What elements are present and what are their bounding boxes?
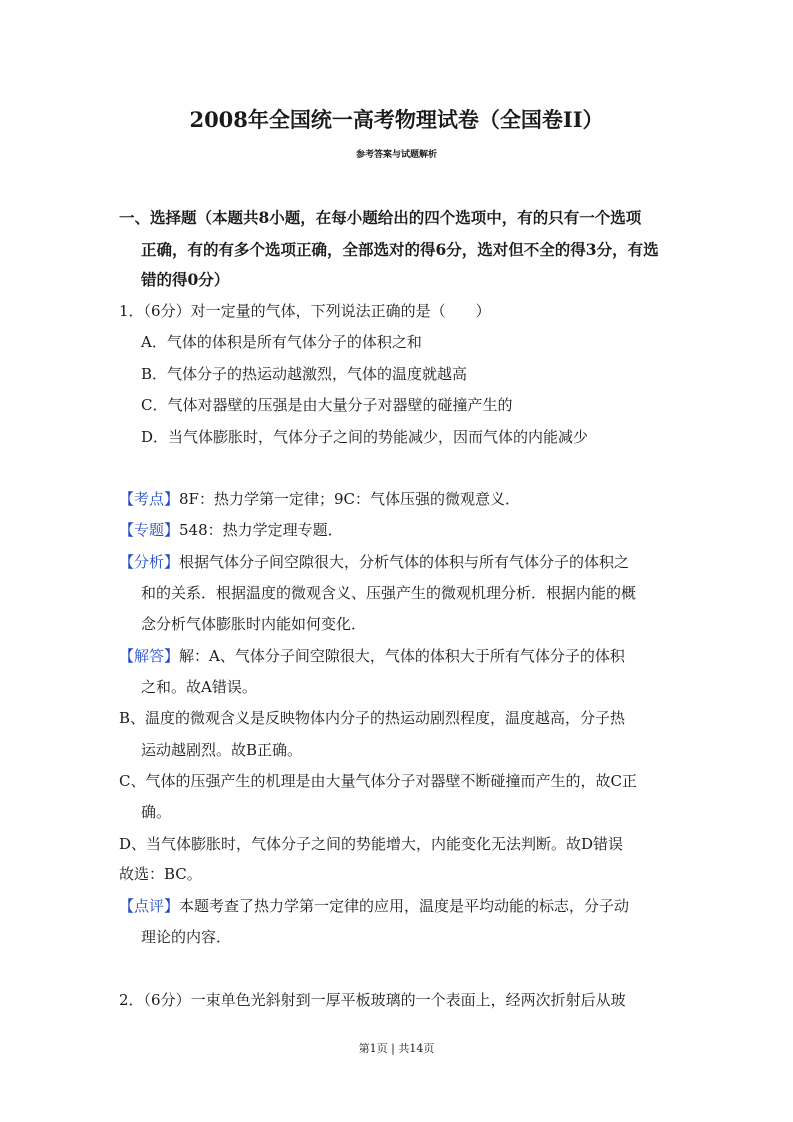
fenxi-line-2: 和的关系．根据温度的微观含义、压强产生的微观机理分析．根据内能的概 — [141, 584, 637, 602]
jieda-row — [119, 645, 625, 666]
question-1-option-b: B．气体分子的热运动越激烈，气体的温度就越高 — [141, 365, 468, 383]
dianping-tag: 【点评】 — [119, 897, 180, 915]
page-subtitle: 参考答案与试题解析 — [355, 150, 437, 160]
dianping-row — [119, 895, 629, 916]
fenxi-row — [119, 551, 629, 572]
fenxi-line-1: 根据气体分子间空隙很大，分析气体的体积与所有气体分子的体积之 — [179, 553, 630, 571]
section-heading-line-3: 错的得0分） — [141, 270, 230, 289]
zhuanti-text: 548：热力学定理专题． — [179, 521, 343, 539]
jieda-tag: 【解答】 — [119, 647, 180, 665]
dianping-line-1: 本题考查了热力学第一定律的应用，温度是平均动能的标志，分子动 — [179, 897, 630, 915]
jieda-line-1: 解：A、气体分子间空隙很大，气体的体积大于所有气体分子的体积 — [179, 647, 625, 665]
question-1-option-a: A．气体的体积是所有气体分子的体积之和 — [141, 333, 422, 351]
kaodian-tag: 【考点】 — [119, 490, 180, 508]
section-heading-line-1: 一、选择题（本题共8小题，在每小题给出的四个选项中，有的只有一个选项 — [119, 208, 642, 227]
fenxi-tag: 【分析】 — [119, 553, 180, 571]
fenxi-line-3: 念分析气体膨胀时内能如何变化． — [141, 615, 367, 633]
question-2-stem: 2．（6分）一束单色光斜射到一厚平板玻璃的一个表面上，经两次折射后从玻 — [119, 991, 626, 1009]
section-heading-line-2: 正确，有的有多个选项正确，全部选对的得6分，选对但不全的得3分，有选 — [141, 240, 659, 259]
page-title: 2008年全国统一高考物理试卷（全国卷II） — [189, 107, 604, 132]
analysis-c-line-2: 确。 — [141, 803, 172, 821]
question-1-option-d: D．当气体膨胀时，气体分子之间的势能减少，因而气体的内能减少 — [141, 428, 589, 446]
analysis-c-line-1: C、气体的压强产生的机理是由大量气体分子对器壁不断碰撞而产生的，故C正 — [119, 772, 637, 790]
jieda-line-2: 之和。故A错误。 — [141, 678, 257, 696]
question-1-stem: 1．（6分）对一定量的气体，下列说法正确的是（ ） — [119, 302, 491, 320]
kaodian-row — [119, 488, 520, 509]
analysis-b-line-2: 运动越剧烈。故B正确。 — [141, 741, 303, 759]
dianping-line-2: 理论的内容． — [141, 928, 232, 946]
kaodian-text: 8F：热力学第一定律；9C：气体压强的微观意义． — [179, 490, 520, 508]
question-1-option-c: C．气体对器壁的压强是由大量分子对器壁的碰撞产生的 — [141, 396, 513, 414]
analysis-d-line-1: D、当气体膨胀时，气体分子之间的势能增大，内能变化无法判断。故D错误 — [119, 835, 624, 853]
analysis-b-line-1: B、温度的微观含义是反映物体内分子的热运动剧烈程度，温度越高，分子热 — [119, 709, 626, 727]
zhuanti-tag: 【专题】 — [119, 521, 180, 539]
page-footer: 第1页 | 共14页 — [358, 1042, 435, 1055]
zhuanti-row — [119, 519, 343, 540]
answer-line: 故选：BC。 — [119, 865, 202, 883]
